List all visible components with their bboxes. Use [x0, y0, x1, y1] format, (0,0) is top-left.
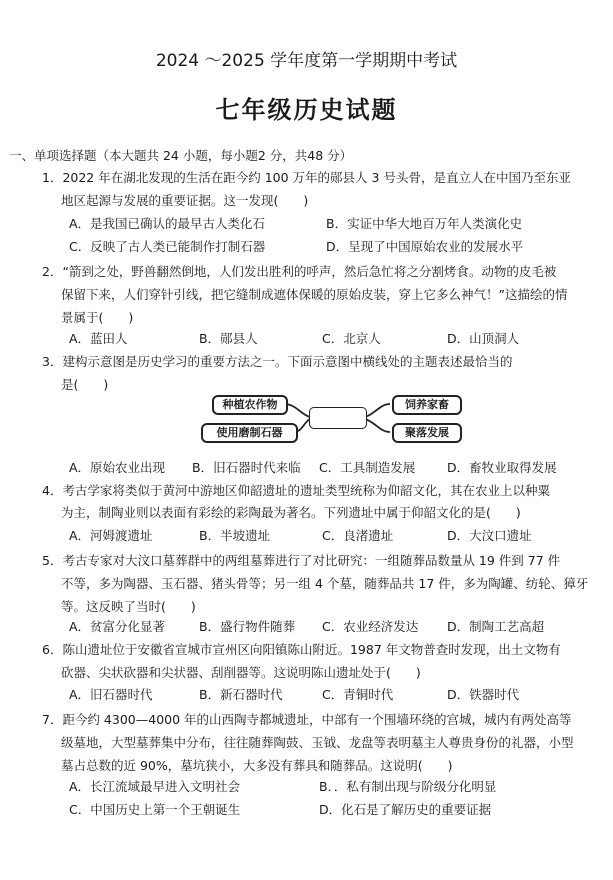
- q2-option-d[interactable]: D．山顶洞人: [447, 331, 520, 346]
- q2-option-a[interactable]: A．蓝田人: [69, 331, 128, 346]
- q2-line3: 景属于( ): [61, 310, 134, 325]
- q6-line1: 6．陈山遗址位于安徽省宣城市宣州区向阳镇陈山附近。1987 年文物普查时发现，出土文物有: [42, 642, 561, 657]
- diagram-box-livestock: 饲养家畜: [392, 395, 462, 415]
- q6-option-a[interactable]: A．旧石器时代: [69, 687, 153, 702]
- q4-option-c[interactable]: C．良渚遗址: [322, 528, 394, 543]
- q3-line1: 3．建构示意图是历史学习的重要方法之一。下面示意图中横线处的主题表述最恰当的: [42, 354, 513, 369]
- q6-option-b[interactable]: B．新石器时代: [199, 687, 283, 702]
- q5-option-c[interactable]: C．农业经济发达: [322, 619, 419, 634]
- q2-option-c[interactable]: C．北京人: [322, 331, 381, 346]
- q5-line3: 等。这反映了当时( ): [61, 599, 196, 614]
- q6-option-c[interactable]: C．青铜时代: [322, 687, 394, 702]
- q3-option-c[interactable]: C．工具制造发展: [319, 460, 416, 475]
- q7-option-a[interactable]: A．长江流域最早进入文明社会: [69, 779, 241, 794]
- q7-option-d[interactable]: D．化石是了解历史的重要证据: [319, 802, 492, 817]
- exam-subject: 七年级历史试题: [215, 96, 398, 124]
- q1-line1: 1．2022 年在湖北发现的生活在距今约 100 万年的郧县人 3 号头骨，是直立人在中国乃至东亚: [42, 170, 571, 185]
- q4-line1: 4．考古学家将类似于黄河中游地区仰韶遗址的遗址类型统称为仰韶文化，其在农业上以种粟: [42, 483, 550, 498]
- q7-line2: 级墓地，大型墓葬集中分布，往往随葬陶鼓、玉钺、龙盘等表明墓主人尊贵身份的礼器，小型: [61, 735, 574, 750]
- q3-option-d[interactable]: D．畜牧业取得发展: [447, 460, 557, 475]
- q3-line2: 是( ): [61, 377, 109, 392]
- diagram-box-polished-tools: 使用磨制石器: [201, 423, 298, 443]
- q3-option-a[interactable]: A．原始农业出现: [69, 460, 166, 475]
- diagram-box-settlement: 聚落发展: [392, 423, 462, 443]
- q2-option-b[interactable]: B．郧县人: [199, 331, 258, 346]
- q5-option-b[interactable]: B．盛行物件随葬: [199, 619, 296, 634]
- q5-option-a[interactable]: A．贫富分化显著: [69, 619, 166, 634]
- q7-line3: 墓占总数的近 90%，墓坑狭小，大多没有葬具和随葬品。这说明( ): [61, 758, 453, 773]
- q7-option-b[interactable]: B．．私有制出现与阶级分化明显: [319, 779, 497, 794]
- q5-option-d[interactable]: D．制陶工艺高超: [447, 619, 545, 634]
- q1-option-a[interactable]: A．是我国已确认的最早古人类化石: [69, 216, 266, 231]
- q1-option-c[interactable]: C．反映了古人类已能制作打制石器: [69, 239, 266, 254]
- q1-option-b[interactable]: B．实证中华大地百万年人类演化史: [326, 216, 523, 231]
- q6-option-d[interactable]: D．铁器时代: [447, 687, 520, 702]
- concept-diagram: [200, 390, 470, 446]
- diagram-box-crops: 种植农作物: [212, 395, 288, 415]
- q4-option-b[interactable]: B．半坡遗址: [199, 528, 271, 543]
- exam-title: 2024 ～2025 学年度第一学期期中考试: [155, 51, 458, 71]
- q1-option-d[interactable]: D．呈现了中国原始农业的发展水平: [326, 239, 524, 254]
- q2-line1: 2．“箭到之处，野兽翻然倒地，人们发出胜利的呼声，然后急忙将之分割烤食。动物的皮毛被: [42, 264, 557, 279]
- q2-line2: 保留下来，人们穿针引线，把它缝制成遮体保暖的原始皮装，穿上它多么神气！”这描绘的情: [61, 287, 568, 302]
- q1-line2: 地区起源与发展的重要证据。这一发现( ): [61, 193, 309, 208]
- q3-option-b[interactable]: B．旧石器时代来临: [192, 460, 301, 475]
- q5-line2: 不等，多为陶器、玉石器、猪头骨等；另一组 4 个墓，随葬品共 17 件，多为陶罐、纺轮、獐牙: [61, 576, 589, 591]
- q4-line2: 为主，制陶业则以表面有彩绘的彩陶最为著名。下列遗址中属于仰韶文化的是( ): [61, 505, 521, 520]
- q7-option-c[interactable]: C．中国历史上第一个王朝诞生: [69, 802, 241, 817]
- q7-line1: 7．距今约 4300—4000 年的山西陶寺都城遗址，中部有一个围墙环绕的宫城，城内有两处高等: [42, 712, 572, 727]
- q4-option-d[interactable]: D．大汶口遗址: [447, 528, 532, 543]
- q6-line2: 砍器、尖状砍器和尖状器、刮削器等。这说明陈山遗址处于( ): [61, 665, 421, 680]
- diagram-blank-center: [309, 407, 367, 429]
- section-heading: 一、单项选择题（本大题共 24 小题，每小题2 分，共48 分）: [9, 148, 353, 163]
- q4-option-a[interactable]: A．河姆渡遗址: [69, 528, 153, 543]
- q5-line1: 5．考古专家对大汶口墓葬群中的两组墓葬进行了对比研究：一组随葬品数量从 19 件到 77 件: [42, 553, 561, 568]
